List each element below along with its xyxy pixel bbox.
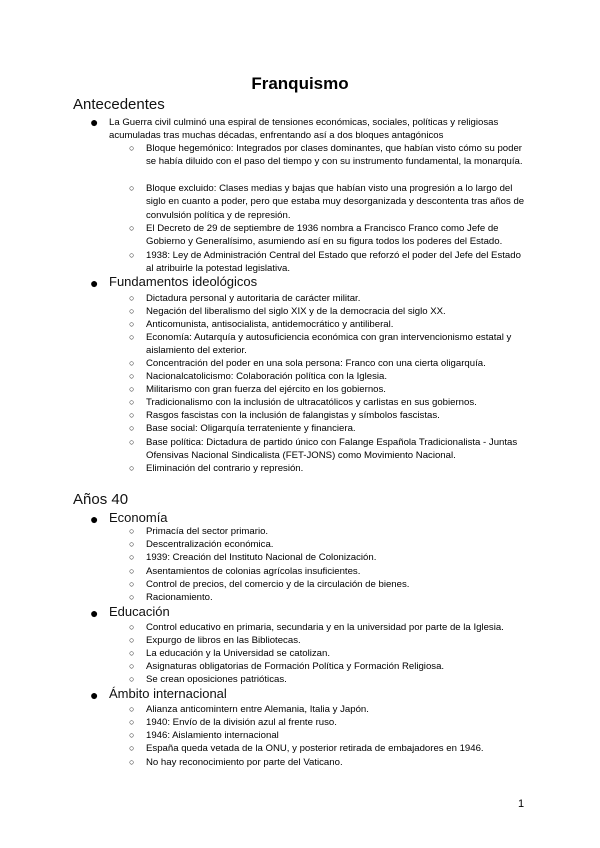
list-item: 1940: Envío de la división azul al frente ruso. bbox=[146, 717, 337, 728]
bullet-icon: ○ bbox=[129, 743, 135, 753]
list-item: No hay reconocimiento por parte del Vaticano. bbox=[146, 757, 343, 768]
bullet-icon: ○ bbox=[129, 704, 135, 714]
bullet-icon: ● bbox=[90, 114, 99, 130]
list-item: 1946: Aislamiento internacional bbox=[146, 730, 279, 741]
bullet-icon: ○ bbox=[129, 384, 135, 394]
heading-anos-40: Años 40 bbox=[73, 491, 129, 508]
list-item: Control educativo en primaria, secundaria y en la universidad por parte de la Iglesia. bbox=[146, 622, 504, 633]
heading-fundamentos: Fundamentos ideológicos bbox=[109, 274, 258, 289]
bullet-icon: ○ bbox=[129, 306, 135, 316]
list-item: Economía: Autarquía y autosuficiencia económica con gran intervencionismo estatal y aislamiento del exterior. bbox=[146, 332, 512, 357]
list-item: Expurgo de libros en las Bibliotecas. bbox=[146, 635, 301, 646]
list-item: Rasgos fascistas con la inclusión de falangistas y símbolos fascistas. bbox=[146, 410, 440, 421]
bullet-icon: ○ bbox=[129, 423, 135, 433]
bullet-icon: ○ bbox=[129, 332, 135, 342]
bullet-icon: ○ bbox=[129, 293, 135, 303]
bullet-icon: ○ bbox=[129, 397, 135, 407]
list-item: La educación y la Universidad se catolizan. bbox=[146, 648, 330, 659]
list-item: España queda vetada de la ONU, y posterior retirada de embajadores en 1946. bbox=[146, 743, 484, 754]
list-item: Asignaturas obligatorias de Formación Política y Formación Religiosa. bbox=[146, 661, 445, 672]
bullet-icon: ○ bbox=[129, 223, 135, 233]
list-item: Eliminación del contrario y represión. bbox=[146, 463, 304, 474]
bullet-icon: ○ bbox=[129, 757, 135, 767]
heading-economia: Economía bbox=[109, 510, 168, 525]
bullet-icon: ○ bbox=[129, 319, 135, 329]
bullet-icon: ○ bbox=[129, 539, 135, 549]
list-item: Concentración del poder en una sola persona: Franco con una cierta oligarquía. bbox=[146, 358, 486, 369]
bullet-icon: ○ bbox=[129, 717, 135, 727]
list-item: Descentralización económica. bbox=[146, 539, 274, 550]
list-item: Militarismo con gran fuerza del ejército en los gobiernos. bbox=[146, 384, 386, 395]
heading-educacion: Educación bbox=[109, 604, 170, 619]
bullet-icon: ● bbox=[90, 275, 99, 291]
list-item: 1938: Ley de Administración Central del Estado que reforzó el poder del Jefe del Estado al atribuirle la potestad legislativa. bbox=[146, 250, 521, 275]
bullet-icon: ○ bbox=[129, 371, 135, 381]
list-item: Racionamiento. bbox=[146, 592, 213, 603]
list-item: Control de precios, del comercio y de la circulación de bienes. bbox=[146, 579, 410, 590]
bullet-icon: ○ bbox=[129, 463, 135, 473]
list-item: Bloque excluido: Clases medias y bajas que habían visto una progresión a lo largo del siglo en cuanto a poder, pero que estaba muy desorganizada y descontenta tras años de convulsión política y de represión. bbox=[146, 183, 525, 221]
bullet-icon: ● bbox=[90, 605, 99, 621]
list-item: Primacía del sector primario. bbox=[146, 526, 269, 537]
bullet-icon: ● bbox=[90, 511, 99, 527]
list-item: Anticomunista, antisocialista, antidemocrático y antiliberal. bbox=[146, 319, 394, 330]
heading-antecedentes: Antecedentes bbox=[73, 96, 165, 113]
bullet-icon: ○ bbox=[129, 674, 135, 684]
list-item: Asentamientos de colonias agrícolas insuficientes. bbox=[146, 566, 361, 577]
bullet-icon: ○ bbox=[129, 730, 135, 740]
bullet-icon: ○ bbox=[129, 410, 135, 420]
bullet-icon: ○ bbox=[129, 635, 135, 645]
bullet-icon: ○ bbox=[129, 250, 135, 260]
bullet-icon: ○ bbox=[129, 648, 135, 658]
bullet-icon: ○ bbox=[129, 661, 135, 671]
list-item: Base social: Oligarquía terrateniente y financiera. bbox=[146, 423, 356, 434]
list-item: Negación del liberalismo del siglo XIX y de la democracia del siglo XX. bbox=[146, 306, 446, 317]
list-item: El Decreto de 29 de septiembre de 1936 nombra a Francisco Franco como Jefe de Gobierno y Generalísimo, asumiendo así en su figura todos los poderes del Estado. bbox=[146, 223, 503, 248]
page-number: 1 bbox=[518, 798, 525, 810]
bullet-icon: ○ bbox=[129, 358, 135, 368]
bullet-icon: ● bbox=[90, 687, 99, 703]
list-item: Dictadura personal y autoritaria de carácter militar. bbox=[146, 293, 361, 304]
heading-ambito-internacional: Ámbito internacional bbox=[109, 686, 227, 701]
list-item: 1939: Creación del Instituto Nacional de Colonización. bbox=[146, 552, 377, 563]
list-item: Alianza anticomintern entre Alemania, Italia y Japón. bbox=[146, 704, 369, 715]
bullet-icon: ○ bbox=[129, 437, 135, 447]
bullet-icon: ○ bbox=[129, 552, 135, 562]
list-item: Nacionalcatolicismo: Colaboración política con la Iglesia. bbox=[146, 371, 388, 382]
list-item: Base política: Dictadura de partido único con Falange Española Tradicionalista - Juntas Ofensivas Nacional Sindicalista (FET-JONS) como Movimiento Nacional. bbox=[146, 437, 518, 462]
bullet-icon: ○ bbox=[129, 566, 135, 576]
bullet-icon: ○ bbox=[129, 579, 135, 589]
bullet-icon: ○ bbox=[129, 592, 135, 602]
list-item: Se crean oposiciones patrióticas. bbox=[146, 674, 287, 685]
bullet-icon: ○ bbox=[129, 183, 135, 193]
list-item: La Guerra civil culminó una espiral de tensiones económicas, sociales, políticas y religiosas acumuladas tras muchas décadas, enfrentando así a dos bloques antagónicos bbox=[109, 117, 499, 141]
bullet-icon: ○ bbox=[129, 143, 135, 153]
bullet-icon: ○ bbox=[129, 526, 135, 536]
list-item: Bloque hegemónico: Integrados por clases dominantes, que habían visto cómo su poder se había diluido con el paso del tiempo y con su instrumento fundamental, la monarquía. bbox=[146, 143, 523, 168]
bullet-icon: ○ bbox=[129, 622, 135, 632]
document-title: Franquismo bbox=[251, 74, 349, 93]
list-item: Tradicionalismo con la inclusión de ultracatólicos y carlistas en sus gobiernos. bbox=[146, 397, 477, 408]
